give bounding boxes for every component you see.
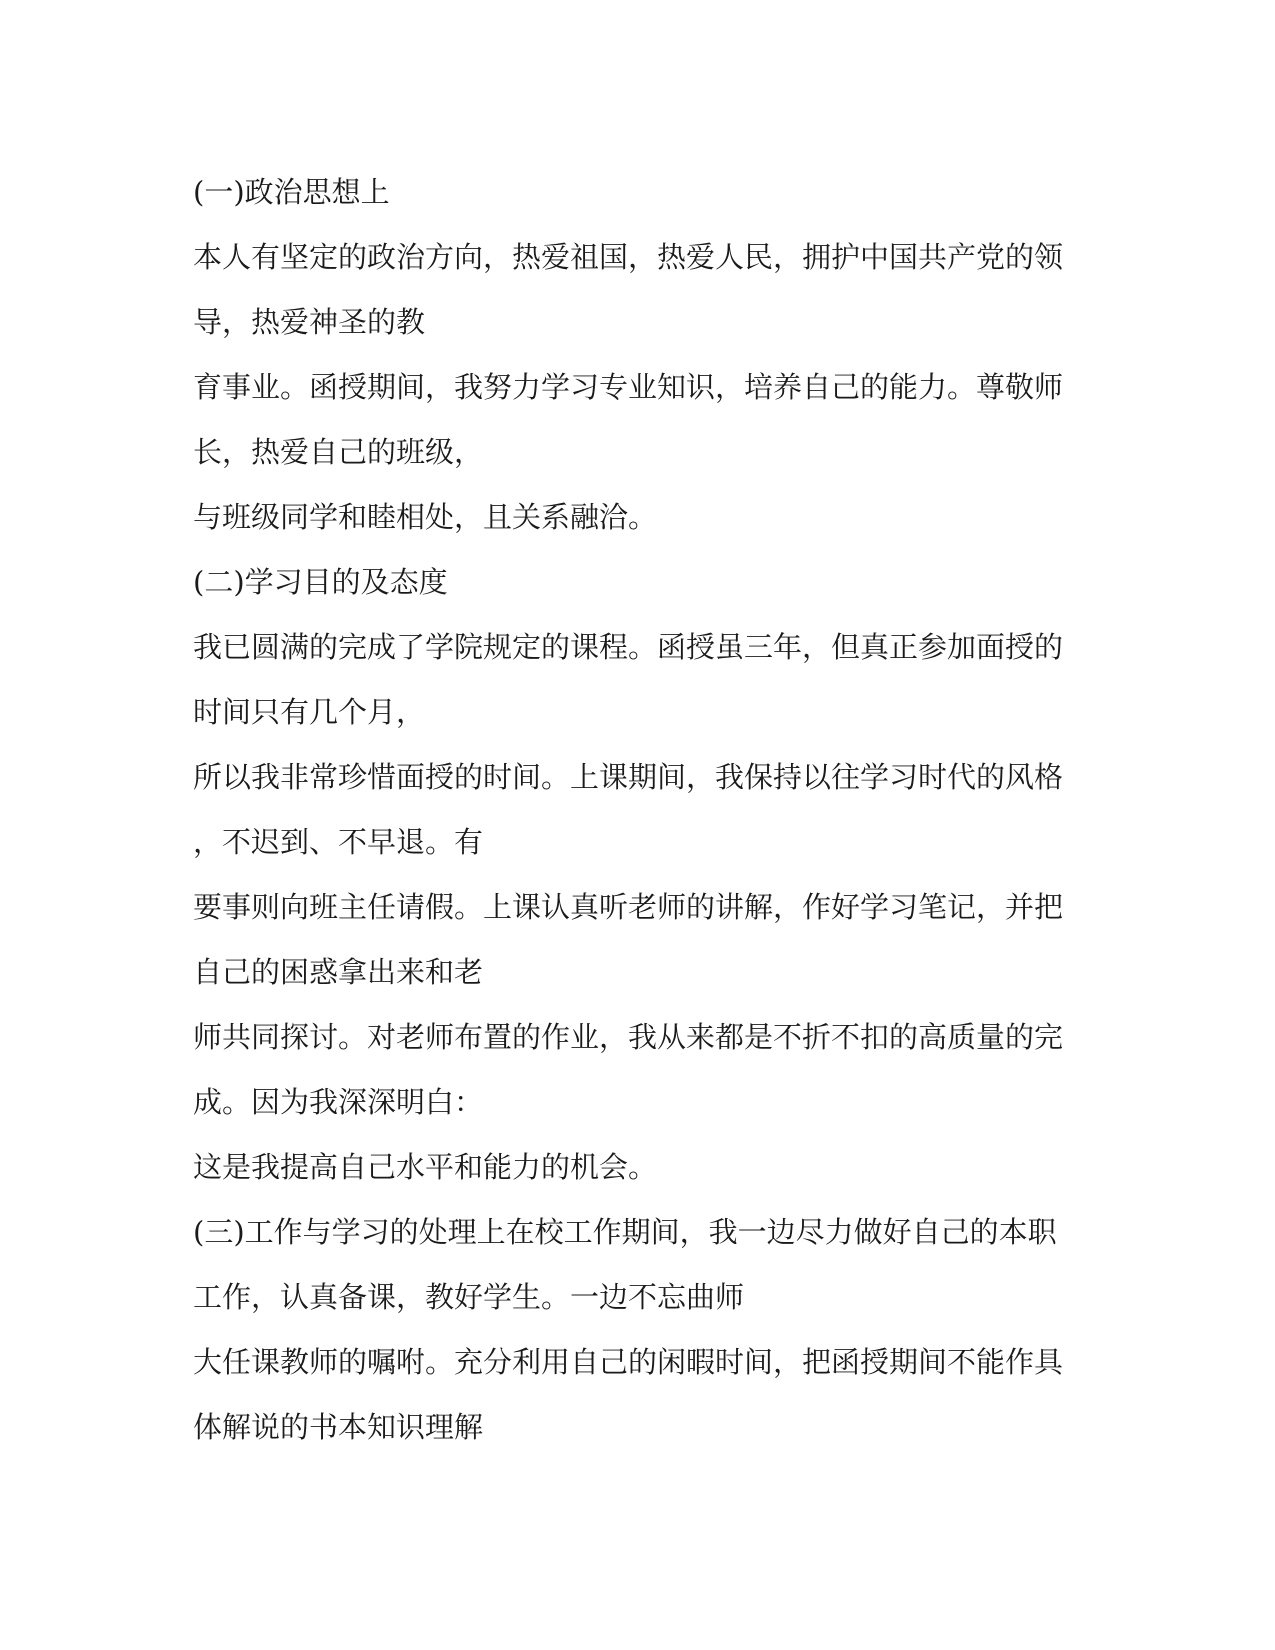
text-line: 大任课教师的嘱咐。充分利用自己的闲暇时间，把函授期间不能作具 (193, 1345, 1064, 1379)
text-line: 导，热爱神圣的教 (193, 305, 426, 339)
text-line: 成。因为我深深明白： (193, 1085, 484, 1119)
text-line: 所以我非常珍惜面授的时间。上课期间，我保持以往学习时代的风格 (193, 760, 1064, 794)
text-line: 育事业。函授期间，我努力学习专业知识，培养自己的能力。尊敬师 (193, 370, 1064, 404)
text-line: ，不迟到、不早退。有 (193, 825, 484, 859)
text-line: 长，热爱自己的班级， (193, 435, 484, 469)
text-line: 本人有坚定的政治方向，热爱祖国，热爱人民，拥护中国共产党的领 (193, 240, 1064, 274)
text-line: 要事则向班主任请假。上课认真听老师的讲解，作好学习笔记，并把 (193, 890, 1064, 924)
section-heading-study: (二)学习目的及态度 (193, 565, 448, 599)
text-line: 我已圆满的完成了学院规定的课程。函授虽三年，但真正参加面授的 (193, 630, 1064, 664)
section-heading-work: (三)工作与学习的处理上在校工作期间，我一边尽力做好自己的本职 (193, 1215, 1057, 1249)
text-line: 时间只有几个月， (193, 695, 426, 729)
text-line: 这是我提高自己水平和能力的机会。 (193, 1150, 658, 1184)
body-text (193, 160, 1073, 1460)
section-heading-political: (一)政治思想上 (193, 175, 390, 209)
text-line: 师共同探讨。对老师布置的作业，我从来都是不折不扣的高质量的完 (193, 1020, 1064, 1054)
text-line: 体解说的书本知识理解 (193, 1410, 484, 1444)
text-line: 工作，认真备课，教好学生。一边不忘曲师 (193, 1280, 745, 1314)
text-line: 自己的困惑拿出来和老 (193, 955, 484, 989)
text-line: 与班级同学和睦相处，且关系融洽。 (193, 500, 658, 534)
